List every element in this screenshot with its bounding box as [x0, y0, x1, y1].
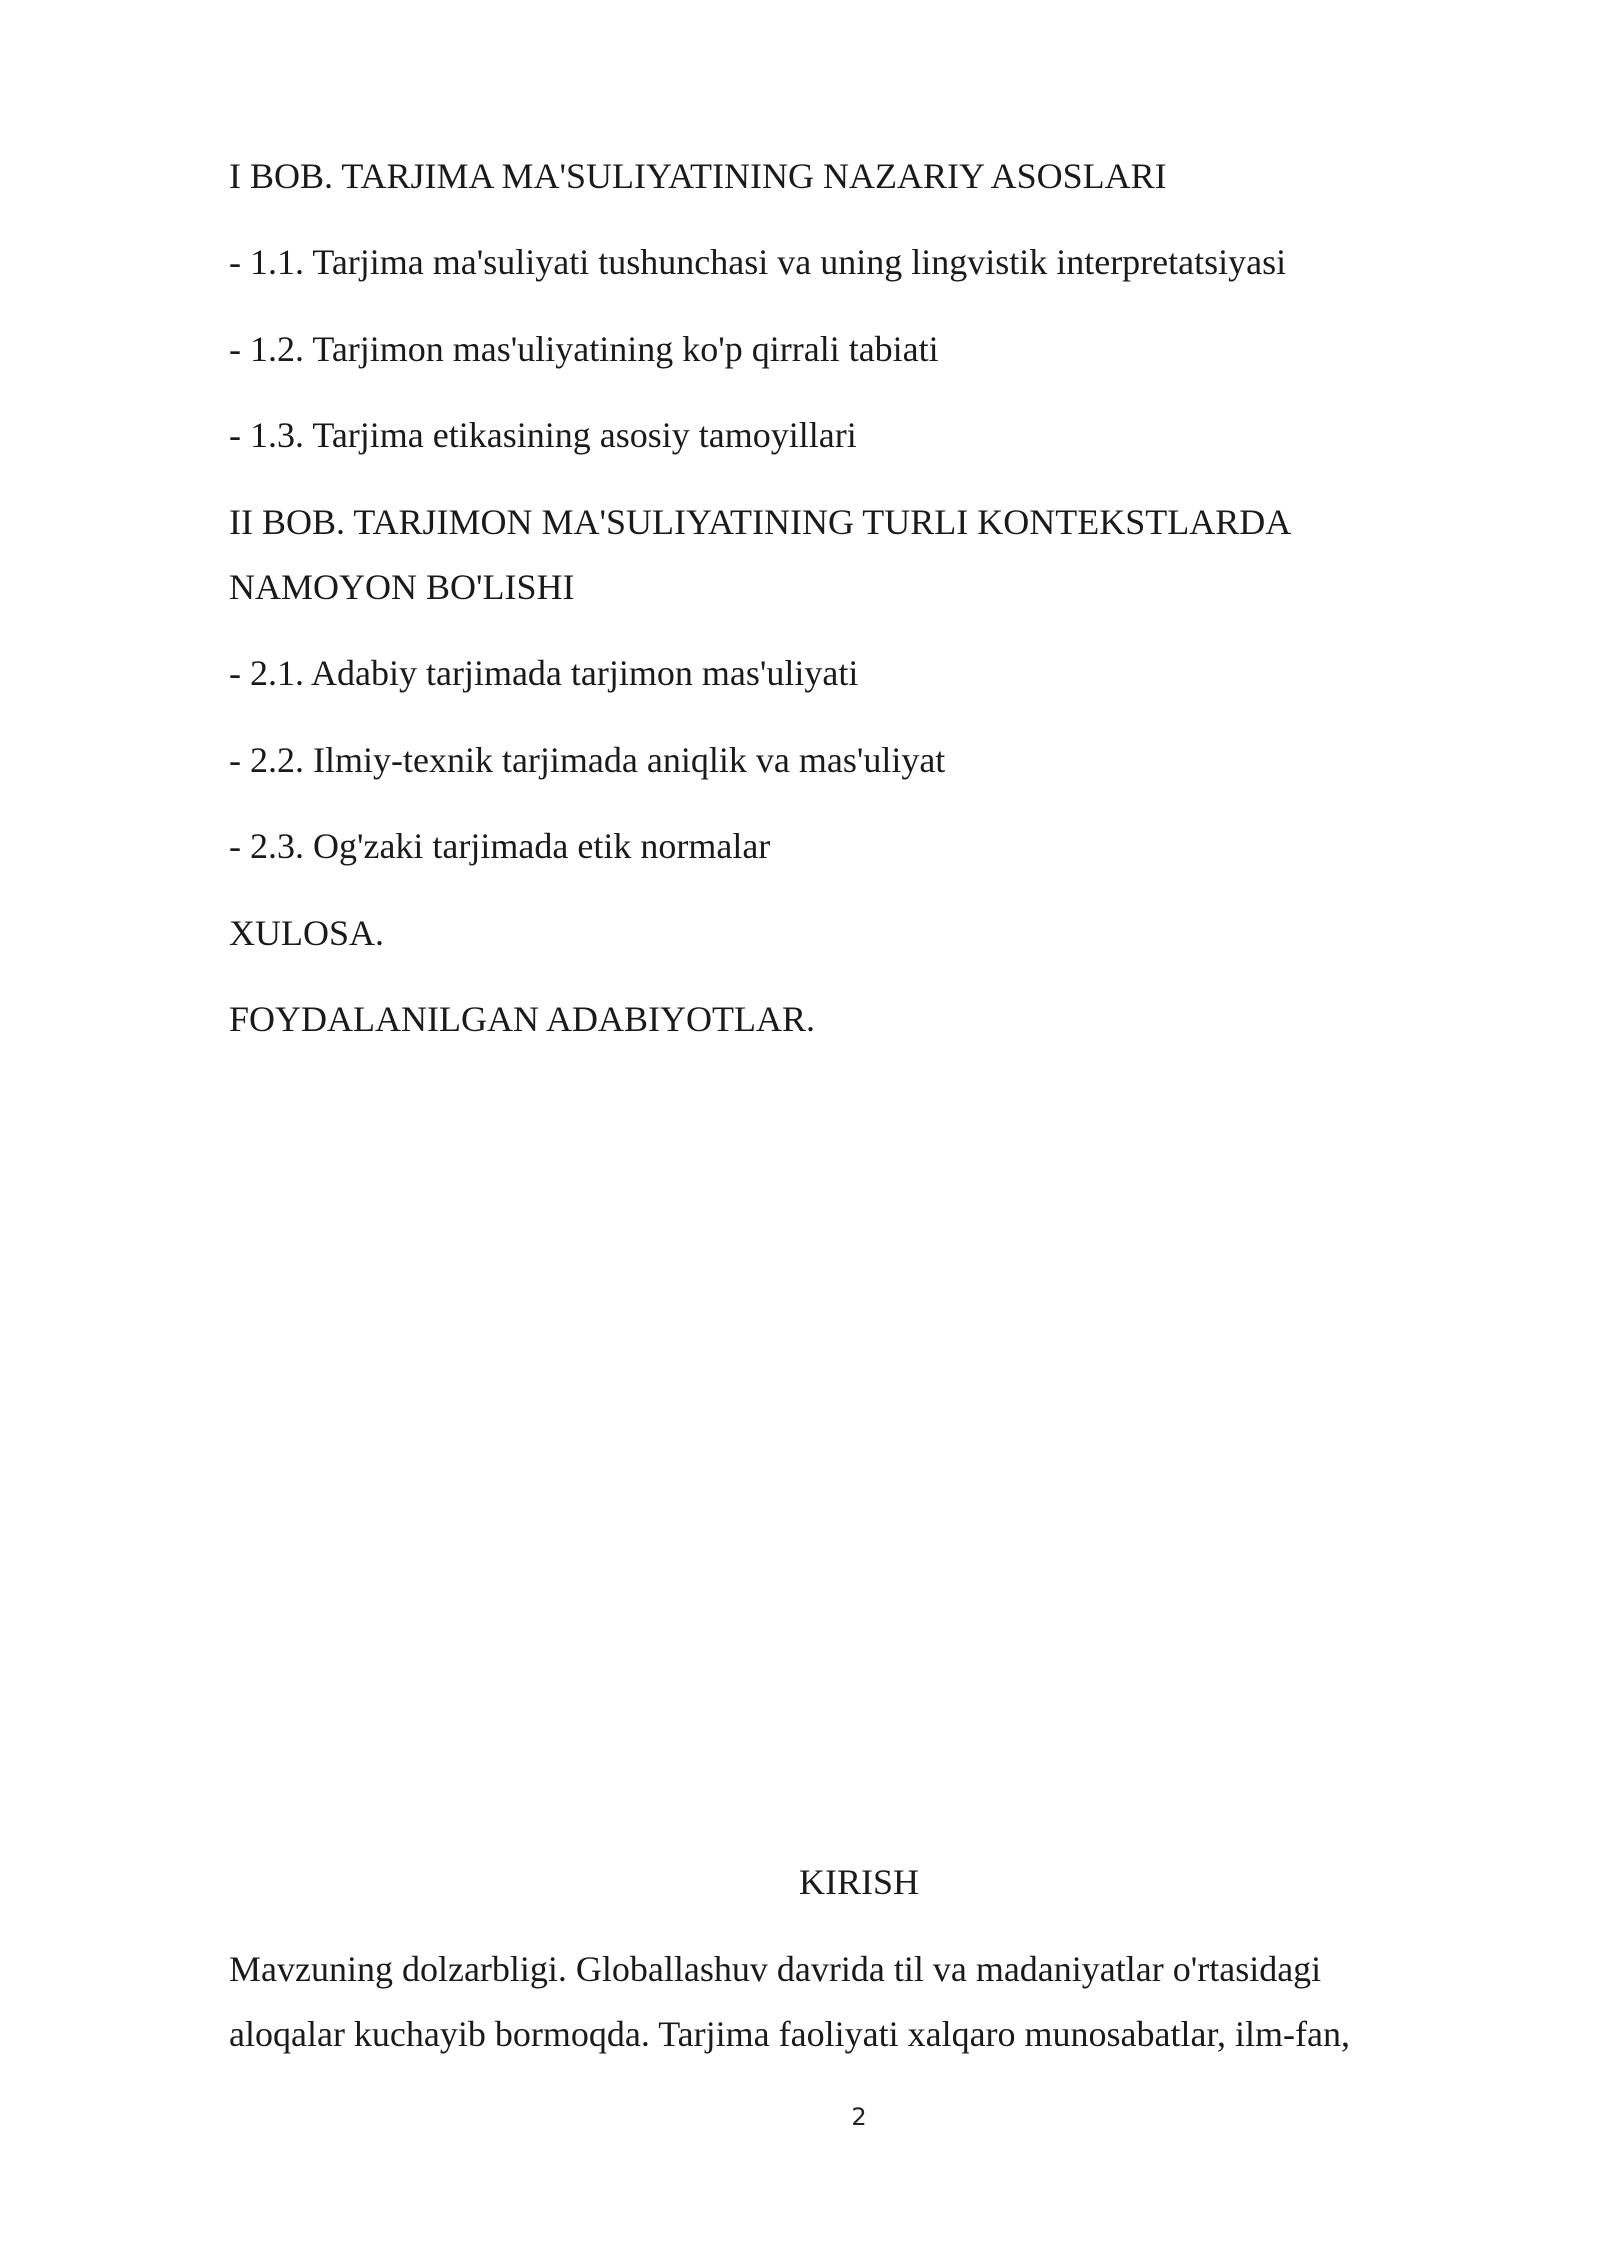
toc-chapter-2-line-1: II BOB. TARJIMON MA'SULIYATINING TURLI KONTEKSTLARDA — [229, 502, 1292, 542]
toc-section-2-2: - 2.2. Ilmiy-texnik tarjimada aniqlik va mas'uliyat — [229, 740, 946, 780]
toc-conclusion: XULOSA. — [229, 913, 385, 953]
toc-section-1-3: - 1.3. Tarjima etikasining asosiy tamoyillari — [229, 415, 857, 455]
toc-chapter-2-line-2: NAMOYON BO'LISHI — [229, 567, 575, 607]
intro-paragraph-line-1: Mavzuning dolzarbligi. Globallashuv davrida til va madaniyatlar o'rtasidagi — [229, 1949, 1322, 1989]
intro-heading: KIRISH — [798, 1862, 919, 1902]
page-number: 2 — [851, 2103, 867, 2131]
toc-section-1-1: - 1.1. Tarjima ma'suliyati tushunchasi va uning lingvistik interpretatsiyasi — [229, 242, 1287, 282]
toc-section-2-3: - 2.3. Og'zaki tarjimada etik normalar — [229, 826, 771, 866]
toc-section-2-1: - 2.1. Adabiy tarjimada tarjimon mas'uliyati — [229, 653, 859, 693]
toc-section-1-2: - 1.2. Tarjimon mas'uliyatining ko'p qirrali tabiati — [229, 329, 939, 369]
toc-references: FOYDALANILGAN ADABIYOTLAR. — [229, 999, 815, 1039]
intro-paragraph-line-2: aloqalar kuchayib bormoqda. Tarjima faoliyati xalqaro munosabatlar, ilm-fan, — [229, 2014, 1350, 2054]
toc-chapter-1: I BOB. TARJIMA MA'SULIYATINING NAZARIY ASOSLARI — [229, 156, 1167, 196]
